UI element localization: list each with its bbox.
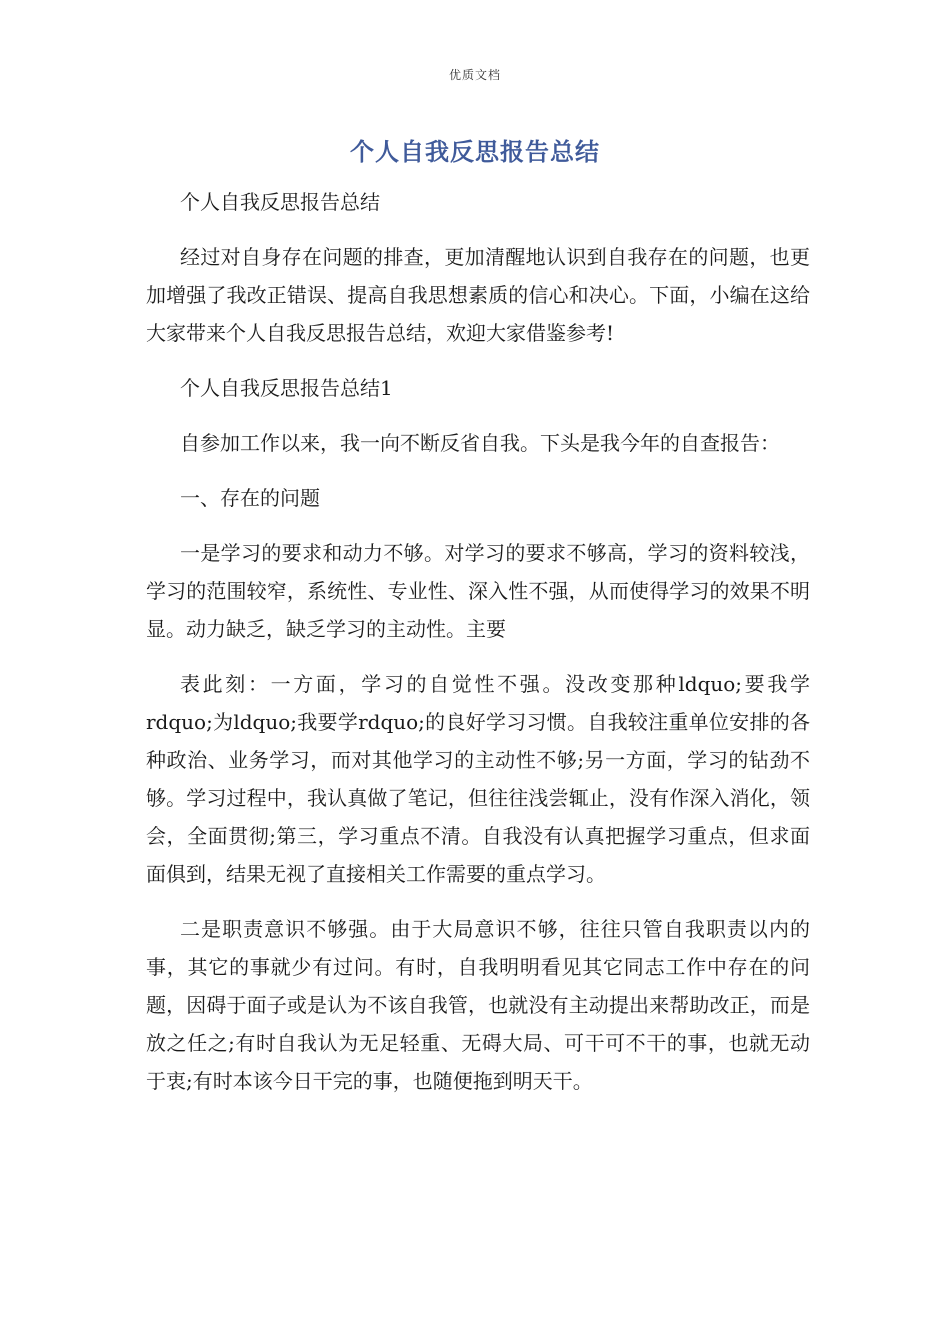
paragraph-section-heading: 个人自我反思报告总结1 bbox=[180, 376, 393, 400]
paragraph-problem-2: 二是职责意识不够强。由于大局意识不够，往往只管自我职责以内的事，其它的事就少有过问。有时，自我明明看见其它同志工作中存在的问题，因碍于面子或是认为不该自我管，也就没有主动提出来帮助改正，而是放之任之;有时自我认为无足轻重、无碍大局、可干可不干的事，也就无动于衷;有时本该今日干完的事，也随便拖到明天干。 bbox=[146, 917, 810, 1093]
paragraph-intro: 经过对自身存在问题的排查，更加清醒地认识到自我存在的问题，也更加增强了我改正错误、提高自我思想素质的信心和决心。下面，小编在这给大家带来个人自我反思报告总结，欢迎大家借鉴参考! bbox=[146, 245, 810, 345]
paragraph-subtitle: 个人自我反思报告总结 bbox=[180, 190, 380, 214]
page-header: 优质文档 bbox=[448, 68, 501, 82]
paragraph-problems-heading: 一、存在的问题 bbox=[180, 486, 320, 510]
paragraph-problem-1-detail: 表此刻：一方面，学习的自觉性不强。没改变那种ldquo;要我学rdquo;为ldquo;我要学rdquo;的良好学习习惯。自我较注重单位安排的各种政治、业务学习，而对其他学习的主动性不够;另一方面，学习的钻劲不够。学习过程中，我认真做了笔记，但往往浅尝辄止，没有作深入消化，领会，全面贯彻;第三，学习重点不清。自我没有认真把握学习重点，但求面面俱到，结果无视了直接相关工作需要的重点学习。 bbox=[146, 672, 810, 886]
document-body bbox=[146, 183, 810, 1117]
paragraph-problem-1: 一是学习的要求和动力不够。对学习的要求不够高，学习的资料较浅，学习的范围较窄，系统性、专业性、深入性不强，从而使得学习的效果不明显。动力缺乏，缺乏学习的主动性。主要 bbox=[146, 541, 810, 641]
document-title: 个人自我反思报告总结 bbox=[350, 138, 600, 166]
paragraph-opening: 自参加工作以来，我一向不断反省自我。下头是我今年的自查报告： bbox=[180, 431, 780, 455]
